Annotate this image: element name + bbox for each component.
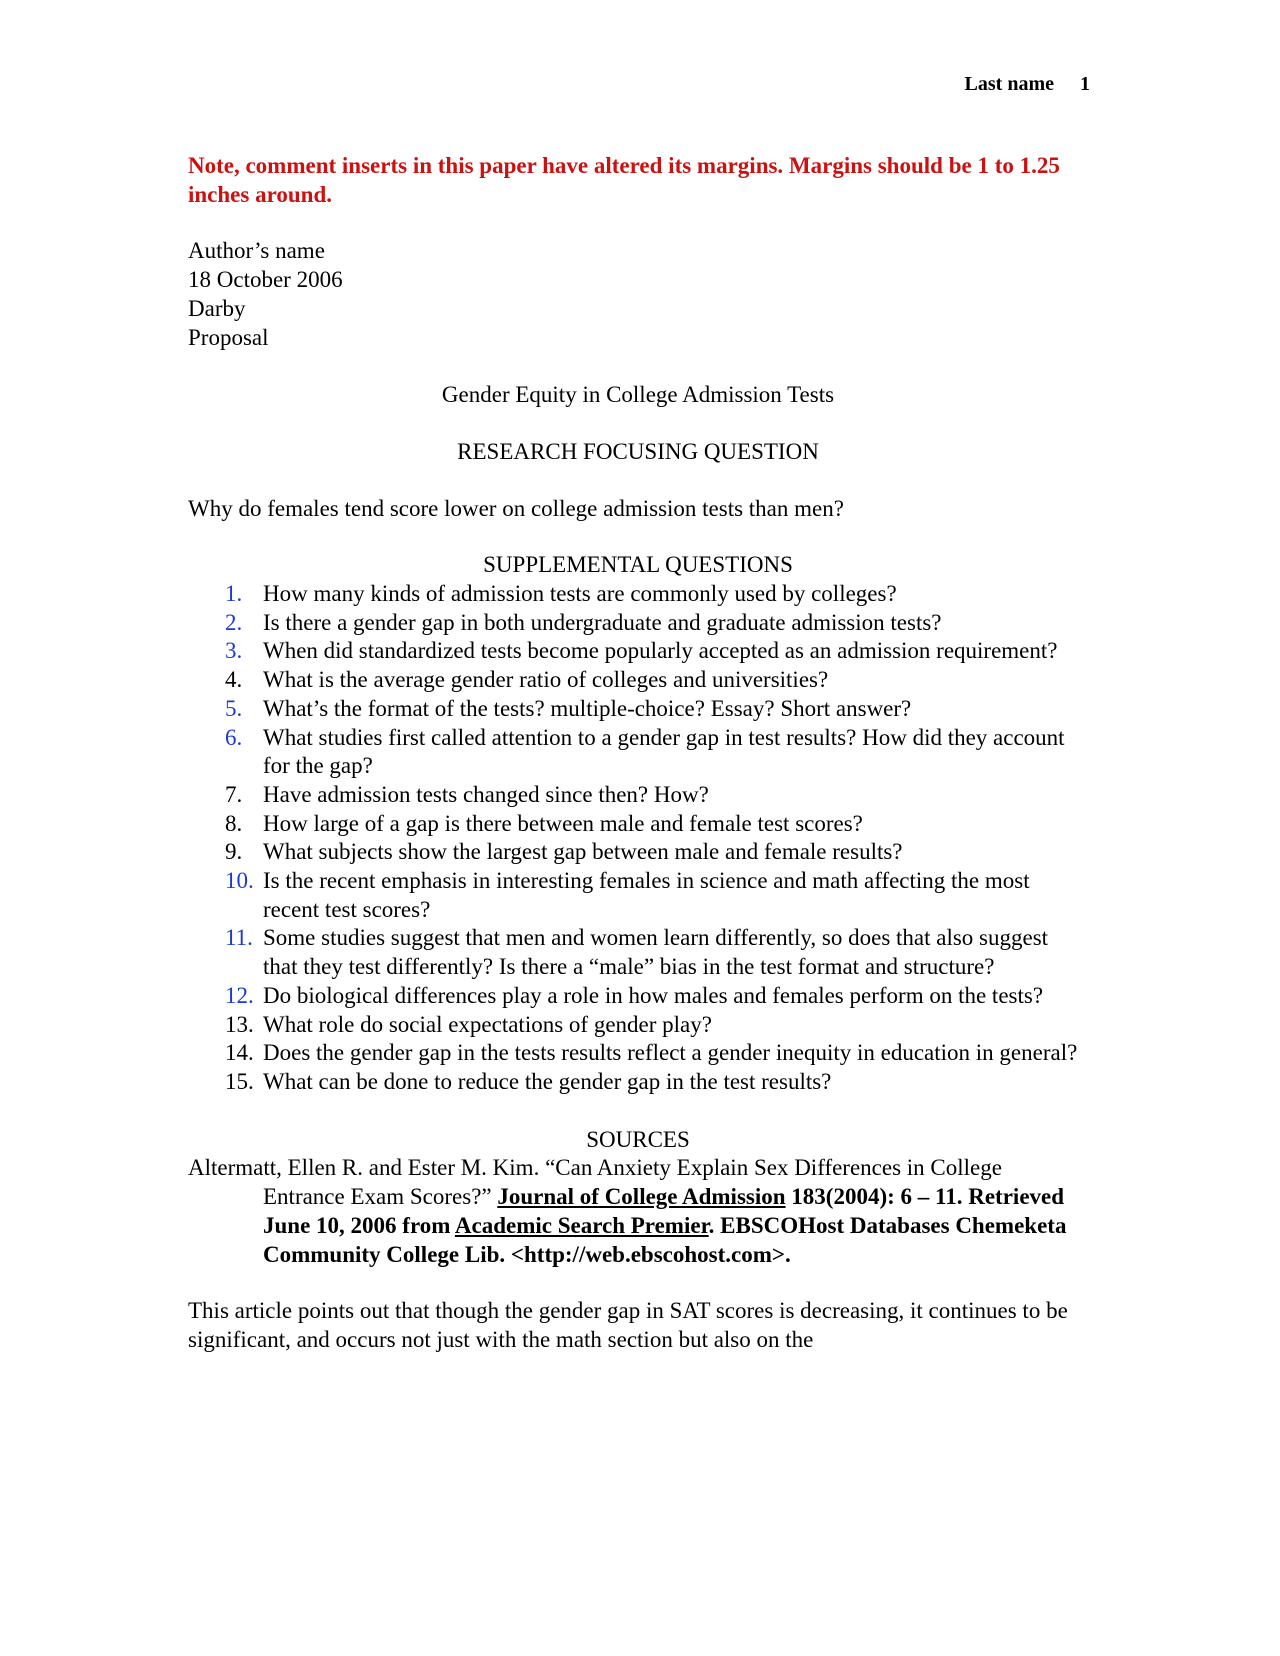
question-text: Some studies suggest that men and women learn differently, so does that also suggest that they test differently? Is there a “male” bias in the test format and structure? (263, 925, 1049, 980)
question-text: When did standardized tests become popularly accepted as an admission requirement? (263, 638, 1058, 664)
question-text: How many kinds of admission tests are commonly used by colleges? (263, 581, 897, 607)
question-item (188, 810, 1088, 839)
question-item (188, 724, 1088, 781)
document-date: 18 October 2006 (188, 267, 343, 293)
margin-note: Note, comment inserts in this paper have altered its margins. Margins should be 1 to 1.25 inches around. (188, 153, 1060, 207)
question-text: Have admission tests changed since then? How? (263, 781, 709, 807)
instructor-name: Darby (188, 295, 246, 321)
question-text: What is the average gender ratio of colleges and universities? (263, 667, 829, 693)
citation-authors-title: Altermatt, Ellen R. and Ester M. Kim. “Can Anxiety Explain Sex Differences in College Entrance Exam Scores?” (188, 1155, 1002, 1210)
author-block (188, 237, 1088, 352)
paper-title: Gender Equity in College Admission Tests (441, 382, 835, 408)
question-item (188, 1068, 1088, 1097)
citation-journal: Journal of College Admission (497, 1184, 786, 1210)
question-item (188, 781, 1088, 810)
question-text: Is the recent emphasis in interesting females in science and math affecting the most recent test scores? (263, 868, 1030, 922)
question-number: 4. (225, 667, 243, 693)
question-number: 2. (225, 609, 243, 635)
question-text: What subjects show the largest gap between male and female results? (263, 839, 903, 865)
question-item (188, 1011, 1088, 1040)
question-item (188, 924, 1088, 981)
assignment-name: Proposal (188, 324, 269, 350)
question-text: Does the gender gap in the tests results reflect a gender inequity in education in general? (263, 1040, 1078, 1066)
question-item (188, 982, 1088, 1011)
question-number: 6. (225, 724, 243, 750)
question-number: 13. (225, 1011, 254, 1037)
question-item (188, 867, 1088, 924)
question-text: What can be done to reduce the gender gap in the test results? (263, 1068, 832, 1094)
research-question: Why do females tend score lower on college admission tests than men? (188, 495, 844, 521)
question-number: 9. (225, 839, 243, 865)
question-item (188, 666, 1088, 695)
question-number: 14. (225, 1040, 254, 1066)
question-item (188, 695, 1088, 724)
question-number: 1. (225, 581, 243, 607)
header-page-number: 1 (1080, 73, 1090, 95)
supplemental-questions-list (188, 580, 1088, 1097)
question-text: What’s the format of the tests? multiple-choice? Essay? Short answer? (263, 695, 912, 721)
question-text: How large of a gap is there between male and female test scores? (263, 810, 863, 836)
sources-heading: SOURCES (586, 1126, 690, 1152)
citation-database: Academic Search Premier (454, 1212, 709, 1238)
question-item (188, 838, 1088, 867)
question-text: What role do social expectations of gender play? (263, 1011, 712, 1037)
question-number: 3. (225, 638, 243, 664)
question-item (188, 609, 1088, 638)
question-number: 5. (225, 695, 243, 721)
question-text: Is there a gender gap in both undergraduate and graduate admission tests? (263, 609, 942, 635)
supplemental-heading: SUPPLEMENTAL QUESTIONS (483, 552, 793, 578)
running-header (940, 73, 1090, 96)
question-number: 8. (225, 810, 243, 836)
source-annotation: This article points out that though the gender gap in SAT scores is decreasing, it continues to be significant, and occurs not just with the math section but also on the (188, 1298, 1068, 1352)
citation-access: . EBSCOHost Databases Chemeketa Community College Lib. <http://web.ebscohost.com>. (263, 1212, 1067, 1267)
question-text: Do biological differences play a role in how males and females perform on the tests? (263, 982, 1044, 1008)
question-item (188, 1039, 1088, 1068)
question-number: 12. (225, 982, 254, 1008)
question-text: What studies first called attention to a gender gap in test results? How did they account for the gap? (263, 724, 1065, 779)
question-number: 7. (225, 781, 243, 807)
author-name: Author’s name (188, 238, 325, 264)
question-number: 10. (225, 868, 254, 894)
citation-details: 183(2004): 6 – 11. Retrieved June 10, 2006 from (263, 1184, 1065, 1238)
question-number: 15. (225, 1068, 254, 1094)
question-item (188, 580, 1088, 609)
source-citation (188, 1154, 1088, 1269)
header-last-name: Last name (964, 73, 1054, 95)
question-item (188, 637, 1088, 666)
question-number: 11. (225, 925, 253, 951)
document-body (188, 152, 1088, 1355)
research-heading: RESEARCH FOCUSING QUESTION (457, 438, 819, 464)
